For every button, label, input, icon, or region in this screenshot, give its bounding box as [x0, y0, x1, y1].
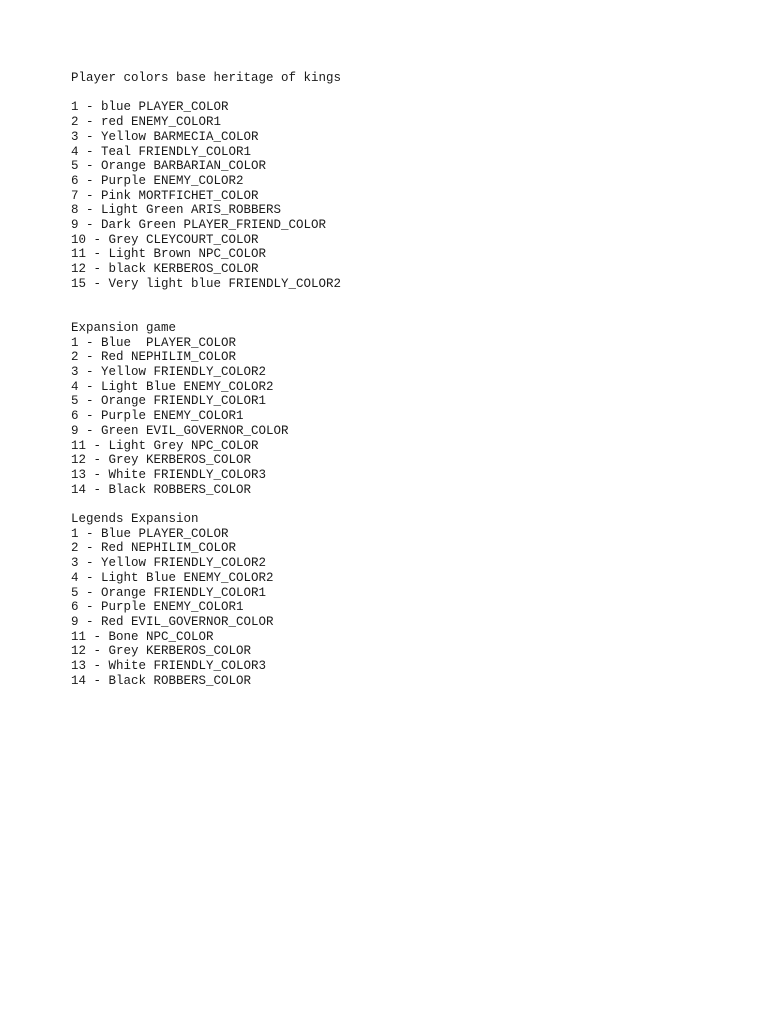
list-item: 4 - Teal FRIENDLY_COLOR1: [71, 144, 252, 159]
list-item: 12 - Grey KERBEROS_COLOR: [71, 453, 252, 468]
list-item: 11 - Light Brown NPC_COLOR: [71, 247, 267, 262]
list-item: 5 - Orange FRIENDLY_COLOR1: [71, 585, 267, 600]
list-item: 6 - Purple ENEMY_COLOR1: [71, 600, 244, 615]
blank-line: [71, 292, 731, 321]
section-base-game: [71, 71, 731, 292]
section-title: Player colors base heritage of kings: [71, 71, 342, 85]
blank-line: [71, 86, 731, 101]
list-item: 2 - Red NEPHILIM_COLOR: [71, 541, 237, 556]
list-item: 1 - blue PLAYER_COLOR: [71, 100, 229, 115]
list-item: 12 - black KERBEROS_COLOR: [71, 262, 259, 277]
list-item: 3 - Yellow FRIENDLY_COLOR2: [71, 556, 267, 571]
list-item: 12 - Grey KERBEROS_COLOR: [71, 644, 252, 659]
list-item: 6 - Purple ENEMY_COLOR1: [71, 409, 244, 424]
list-item: 14 - Black ROBBERS_COLOR: [71, 673, 252, 688]
list-item: 3 - Yellow BARMECIA_COLOR: [71, 129, 259, 144]
list-item: 10 - Grey CLEYCOURT_COLOR: [71, 232, 259, 247]
list-item: 15 - Very light blue FRIENDLY_COLOR2: [71, 276, 342, 291]
list-item: 4 - Light Blue ENEMY_COLOR2: [71, 570, 274, 585]
list-item: 13 - White FRIENDLY_COLOR3: [71, 659, 267, 674]
list-item: 8 - Light Green ARIS_ROBBERS: [71, 203, 282, 218]
list-item: 3 - Yellow FRIENDLY_COLOR2: [71, 365, 267, 380]
list-item: 9 - Dark Green PLAYER_FRIEND_COLOR: [71, 218, 327, 233]
list-item: 9 - Red EVIL_GOVERNOR_COLOR: [71, 614, 274, 629]
list-item: 5 - Orange FRIENDLY_COLOR1: [71, 394, 267, 409]
list-item: 7 - Pink MORTFICHET_COLOR: [71, 188, 259, 203]
list-item: 9 - Green EVIL_GOVERNOR_COLOR: [71, 423, 289, 438]
section-title: Legends Expansion: [71, 512, 199, 527]
list-item: 1 - Blue PLAYER_COLOR: [71, 526, 229, 541]
list-item: 14 - Black ROBBERS_COLOR: [71, 482, 252, 497]
blank-line: [71, 497, 731, 512]
list-item: 4 - Light Blue ENEMY_COLOR2: [71, 379, 274, 394]
list-item: 11 - Bone NPC_COLOR: [71, 629, 214, 644]
section-legends-expansion: [71, 512, 731, 688]
list-item: 13 - White FRIENDLY_COLOR3: [71, 467, 267, 482]
list-item: 6 - Purple ENEMY_COLOR2: [71, 173, 244, 188]
list-item: 11 - Light Grey NPC_COLOR: [71, 438, 259, 453]
section-title: Expansion game: [71, 320, 177, 335]
list-item: 2 - red ENEMY_COLOR1: [71, 115, 222, 130]
document-page: [71, 71, 731, 688]
list-item: 5 - Orange BARBARIAN_COLOR: [71, 159, 267, 174]
section-expansion-game: [71, 321, 731, 497]
list-item: 1 - Blue PLAYER_COLOR: [71, 335, 237, 350]
list-item: 2 - Red NEPHILIM_COLOR: [71, 350, 237, 365]
